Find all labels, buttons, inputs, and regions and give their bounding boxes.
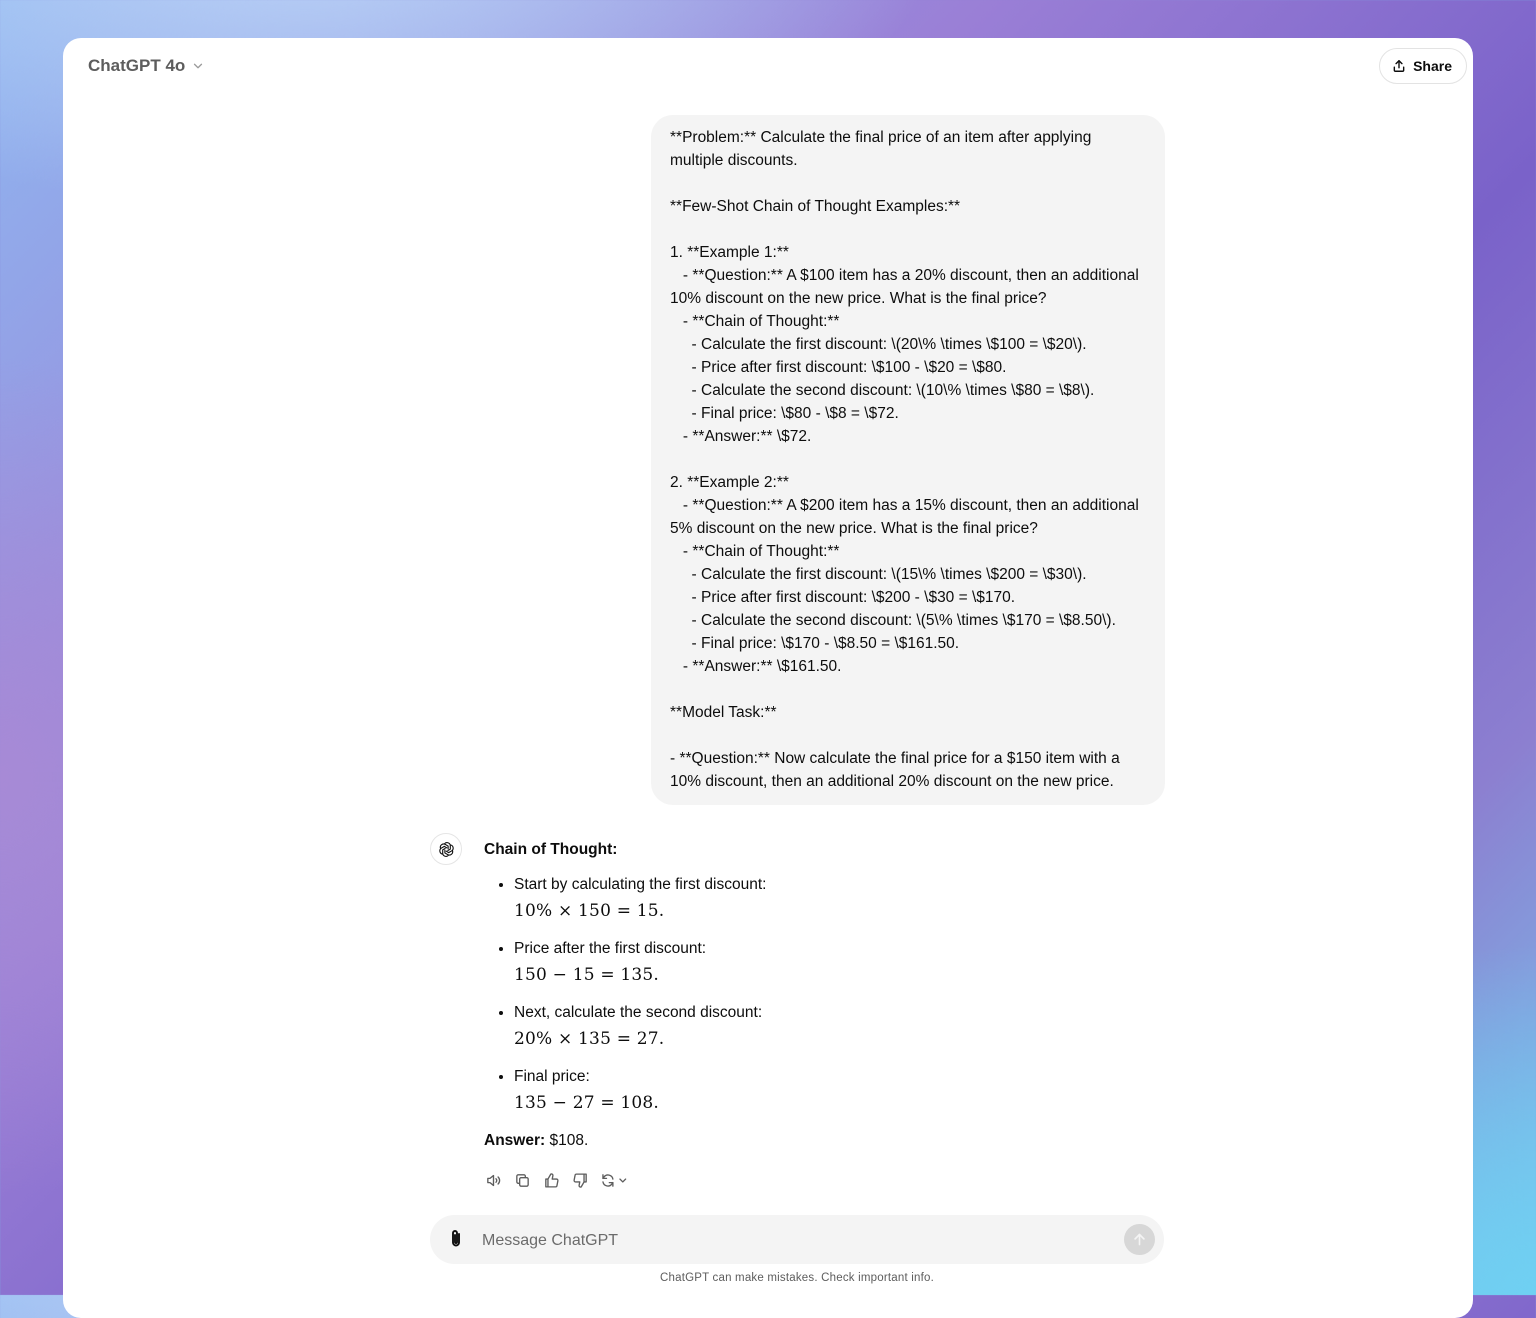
bad-response-button[interactable] xyxy=(571,1171,590,1190)
list-item xyxy=(514,1001,1124,1052)
send-button[interactable] xyxy=(1124,1224,1155,1255)
list-item xyxy=(514,873,1124,924)
assistant-avatar xyxy=(430,833,462,865)
model-name: ChatGPT 4o xyxy=(88,56,186,75)
answer-value: $108. xyxy=(545,1132,589,1149)
read-aloud-icon xyxy=(485,1172,502,1189)
message-actions xyxy=(484,1170,630,1190)
thumbs-down-icon xyxy=(572,1172,589,1189)
user-message: **Problem:** Calculate the final price of an item after applying multiple discounts. **Few-Shot Chain of Thought Examples:** 1. **Example 1:** - **Question:** A $100 item has a 20% discount, then an additional 10% discount on the new price. What is the final price? - **Chain of Thought:** - Calculate the first discount: \(20\% \times \$100 = \$20\). - Price after first discount: \$100 - \$20 = \$80. - Calculate the second discount: \(10\% \times \$80 = \$8\). - Final price: \$80 - \$8 = \$72. - **Answer:** \$72. 2. **Example 2:** - **Question:** A $200 item has a 15% discount, then an additional 5% discount on the new price. What is the final price? - **Chain of Thought:** - Calculate the first discount: \(15\% \times \$200 = \$30\). - Price after first discount: \$200 - \$30 = \$170. - Calculate the second discount: \(5\% \times \$170 = \$8.50\). - Final price: \$170 - \$8.50 = \$161.50. - **Answer:** \$161.50. **Model Task:** - **Question:** Now calculate the final price for a $150 item with a 10% discount, then an additional 20% discount on the new price. xyxy=(651,115,1165,805)
cot-heading: Chain of Thought: xyxy=(484,841,618,858)
disclaimer: ChatGPT can make mistakes. Check important info. xyxy=(660,1272,934,1284)
list-item xyxy=(514,937,1124,988)
step-math: 20% × 135 = 27. xyxy=(514,1029,665,1049)
step-math: 150 − 15 = 135. xyxy=(514,965,660,985)
thumbs-up-icon xyxy=(543,1172,560,1189)
openai-logo-icon xyxy=(437,840,456,859)
good-response-button[interactable] xyxy=(542,1171,561,1190)
model-selector[interactable] xyxy=(88,54,205,78)
share-label: Share xyxy=(1413,58,1452,74)
read-aloud-button[interactable] xyxy=(484,1171,503,1190)
step-text: Price after the first discount: xyxy=(514,940,707,957)
list-item xyxy=(514,1065,1124,1116)
cot-steps xyxy=(484,873,1124,1116)
message-input[interactable] xyxy=(480,1227,1104,1255)
step-math: 135 − 27 = 108. xyxy=(514,1093,660,1113)
share-button[interactable] xyxy=(1379,48,1467,84)
step-math: 10% × 150 = 15. xyxy=(514,901,665,921)
message-composer xyxy=(430,1215,1164,1264)
copy-button[interactable] xyxy=(513,1171,532,1190)
share-icon xyxy=(1392,59,1406,73)
regenerate-button[interactable] xyxy=(600,1171,630,1190)
answer-label: Answer: xyxy=(484,1132,546,1149)
regenerate-icon xyxy=(600,1172,630,1189)
step-text: Start by calculating the first discount: xyxy=(514,876,767,893)
final-answer xyxy=(484,1129,1124,1153)
arrow-up-icon xyxy=(1132,1232,1147,1247)
copy-icon xyxy=(514,1172,531,1189)
assistant-message xyxy=(484,838,1124,1153)
chat-window xyxy=(63,38,1473,1318)
step-text: Final price: xyxy=(514,1068,590,1085)
paperclip-icon[interactable] xyxy=(444,1227,468,1251)
step-text: Next, calculate the second discount: xyxy=(514,1004,763,1021)
chevron-down-icon xyxy=(191,59,205,73)
